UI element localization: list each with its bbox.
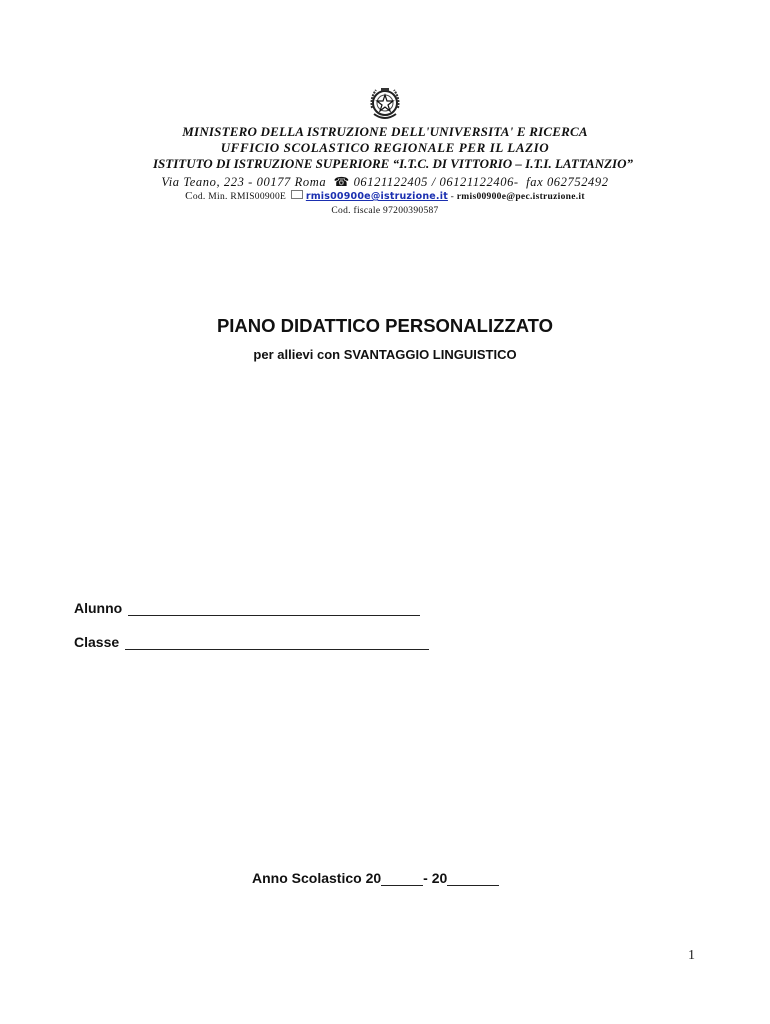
anno-separator: - 20 <box>423 870 448 886</box>
regional-office-name: UFFICIO SCOLASTICO REGIONALE PER IL LAZIO <box>220 140 550 155</box>
phone-icon: ☎ <box>333 175 350 189</box>
classe-field <box>74 634 429 650</box>
cod-fiscale: Cod. fiscale 97200390587 <box>331 206 439 216</box>
pec-separator: - <box>447 192 457 202</box>
page-number: 1 <box>688 948 695 963</box>
ministry-name: MINISTERO DELLA ISTRUZIONE DELL'UNIVERSITA' E RICERCA <box>182 124 588 139</box>
italian-republic-emblem-icon <box>366 84 404 124</box>
alunno-label: Alunno <box>74 600 123 616</box>
anno-start-blank[interactable] <box>381 871 423 886</box>
address: Via Teano, 223 - 00177 Roma <box>161 175 327 189</box>
email-link[interactable]: rmis00900e@istruzione.it <box>305 191 448 202</box>
anno-scolastico-field <box>252 870 499 886</box>
pec-email: rmis00900e@pec.istruzione.it <box>456 192 585 202</box>
institute-name: ISTITUTO DI ISTRUZIONE SUPERIORE “I.T.C. DI VITTORIO – I.T.I. LATTANZIO” <box>152 156 634 171</box>
address-line <box>0 174 770 190</box>
phone-numbers: 06121122405 / 06121122406- <box>353 175 519 189</box>
anno-label: Anno Scolastico 20 <box>252 870 382 886</box>
document-subtitle: per allievi con SVANTAGGIO LINGUISTICO <box>253 347 517 362</box>
classe-blank-line[interactable] <box>125 635 429 650</box>
fax-number: fax 062752492 <box>526 175 609 189</box>
anno-end-blank[interactable] <box>447 871 499 886</box>
contact-line <box>0 190 770 202</box>
cod-min: od. Min. RMIS00900E <box>192 192 287 202</box>
cod-min-initial: C <box>185 190 193 202</box>
envelope-icon <box>291 190 303 199</box>
alunno-blank-line[interactable] <box>128 601 420 616</box>
alunno-field <box>74 600 420 616</box>
document-title: PIANO DIDATTICO PERSONALIZZATO <box>216 315 554 336</box>
classe-label: Classe <box>74 634 120 650</box>
